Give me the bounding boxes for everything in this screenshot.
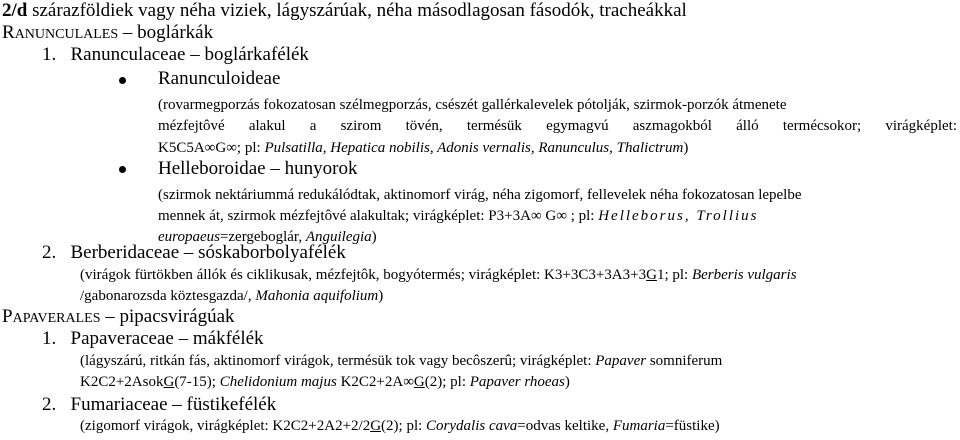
species-list: Pulsatilla, Hepatica nobilis, Adonis vernalis, Ranunculus, Thalictrum [264, 140, 684, 156]
infinity-symbol: ∞ [226, 140, 237, 156]
family-ranunculaceae-title: 1. Ranunculaceae – boglárkafélék [42, 44, 309, 65]
genus-list: Helleborus, Trollius [598, 208, 759, 224]
order-common-name: boglárkák [137, 22, 214, 43]
ranunculoideae-desc-3: K5C5A∞G∞; pl: Pulsatilla, Hepatica nobilis, Adonis vernalis, Ranunculus, Thalictrum) [158, 140, 689, 156]
helleboroidae-desc-1: (szirmok nektáriummá redukálódtak, aktinomorf virág, néha zigomorf, fellevelek néha fokozatosan lepelbe [158, 187, 802, 203]
family-berberidaceae-title: 2. Berberidaceae – sóskaborbolyafélék [42, 242, 346, 263]
heading-line [2, 0, 687, 22]
papaveraceae-desc-2: K2C2+2AsokG(7-15); Chelidonium majus K2C2+2A∞G(2); pl: Papaver rhoeas) [80, 374, 570, 390]
berberidaceae-desc-1: (virágok fürtökben állók és ciklikusak, mézfejtôk, bogyótermés; virágképlet: K3+3C3+3A3+3G1; pl: Berberis vulgaris [80, 267, 797, 283]
fumariaceae-desc: (zigomorf virágok, virágképlet: K2C2+2A2+2/2G(2); pl: Corydalis cava=odvas keltike, Fumaria=füstike) [80, 418, 720, 434]
helleboroidae-desc-2: mennek át, szirmok mézfejtôvé alakultak; virágképlet: P3+3A∞ G∞ ; pl: Helleborus, Trollius [158, 208, 759, 224]
heading-label: 2/d [2, 0, 28, 21]
berberidaceae-desc-2: /gabonarozsda köztesgazda/, Mahonia aquifolium) [80, 288, 384, 304]
order-common-name: pipacsvirágúak [119, 306, 235, 327]
family-papaveraceae-title: 1. Papaveraceae – mákfélék [42, 328, 264, 349]
infinity-symbol: ∞ [556, 208, 567, 224]
subfamily-helleboroidae-title: Helleboroidae – hunyorok [158, 158, 358, 179]
family-fumariaceae-title: 2. Fumariaceae – füstikefélék [42, 394, 277, 415]
bullet-icon [119, 166, 126, 173]
order-ranunculales: RANUNCULALES – boglárkák [2, 22, 214, 43]
helleboroidae-desc-3: europaeus=zergeboglár, Anguilegia) [158, 229, 377, 245]
bullet-icon [119, 77, 126, 84]
papaveraceae-desc-1: (lágyszárú, ritkán fás, aktinomorf virágok, termésük tok vagy becôszerû; virágképlet: Papaver somniferum [80, 353, 723, 369]
ranunculoideae-desc-2: mézfejtôvé alakul a szirom tövén, termésük egymagvú aszmagokból álló termécsokor; virágképlet: [158, 118, 957, 134]
infinity-symbol: ∞ [403, 374, 414, 390]
heading-text: szárazföldiek vagy néha viziek, lágyszárúak, néha másodlagosan fásodók, tracheákkal [27, 0, 687, 21]
infinity-symbol: ∞ [530, 208, 542, 224]
order-papaverales: PAPAVERALES – pipacsvirágúak [2, 306, 235, 327]
subfamily-ranunculoideae-title: Ranunculoideae [158, 68, 281, 89]
ranunculoideae-desc-1: (rovarmegporzás fokozatosan szélmegporzás, csészét gallérkalevelek pótolják, szirmok-porzók átmenete [158, 97, 787, 113]
infinity-symbol: ∞ [204, 140, 216, 156]
